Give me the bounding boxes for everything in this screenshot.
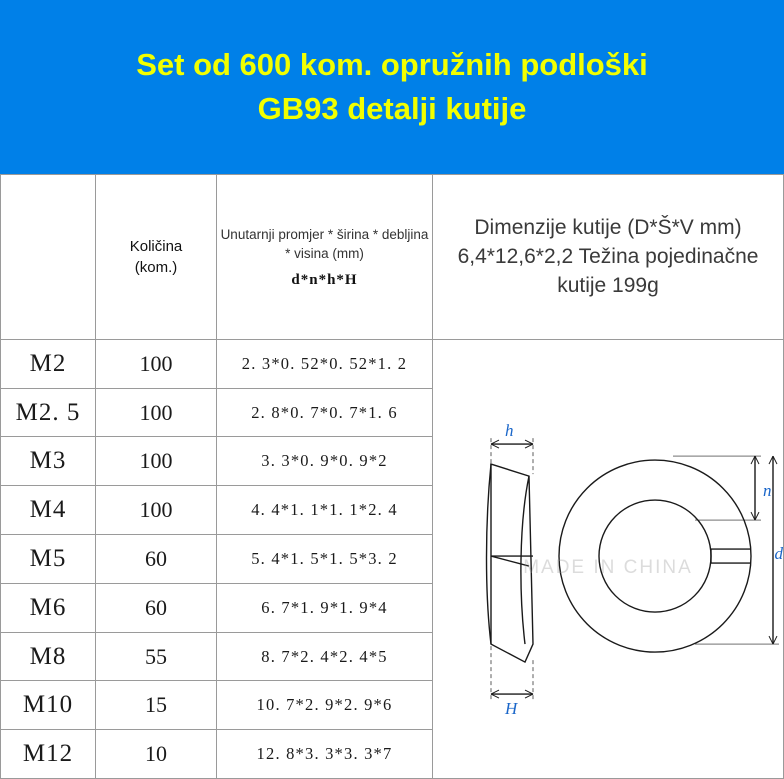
cell-quantity: 10 xyxy=(96,730,217,779)
cell-dimensions: 2. 8*0. 7*0. 7*1. 6 xyxy=(217,388,433,437)
cell-size: M2 xyxy=(1,339,96,388)
cell-dimensions: 10. 7*2. 9*2. 9*6 xyxy=(217,681,433,730)
technical-drawing xyxy=(433,340,783,778)
watermark-text: MADE IN CHINA xyxy=(523,556,693,578)
cell-quantity: 55 xyxy=(96,632,217,681)
cell-dimensions: 8. 7*2. 4*2. 4*5 xyxy=(217,632,433,681)
header-cell-dimensions xyxy=(217,175,433,340)
label-H: H xyxy=(505,698,518,718)
cell-dimensions: 6. 7*1. 9*1. 9*4 xyxy=(217,583,433,632)
cell-dimensions: 2. 3*0. 52*0. 52*1. 2 xyxy=(217,339,433,388)
header-quantity-line-1: Količina xyxy=(129,237,183,255)
banner-title-line-2: GB93 detalji kutije xyxy=(257,91,527,126)
cell-quantity: 100 xyxy=(96,388,217,437)
cell-size: M2. 5 xyxy=(1,388,96,437)
cell-dimensions: 5. 4*1. 5*1. 5*3. 2 xyxy=(217,535,433,584)
banner-title-line-1: Set od 600 kom. opružnih podloški xyxy=(136,47,648,82)
cell-quantity: 100 xyxy=(96,437,217,486)
cell-dimensions: 12. 8*3. 3*3. 3*7 xyxy=(217,730,433,779)
specification-table xyxy=(0,174,784,779)
label-d: d xyxy=(774,543,783,563)
cell-dimensions: 4. 4*1. 1*1. 1*2. 4 xyxy=(217,486,433,535)
label-h: h xyxy=(505,420,514,440)
spring-washer-diagram xyxy=(433,340,783,778)
header-dimensions-formula: d*n*h*H xyxy=(291,271,358,288)
cell-quantity: 15 xyxy=(96,681,217,730)
cell-quantity: 60 xyxy=(96,535,217,584)
cell-size: M6 xyxy=(1,583,96,632)
cell-size: M3 xyxy=(1,437,96,486)
cell-size: M10 xyxy=(1,681,96,730)
technical-drawing-cell xyxy=(433,339,784,778)
cell-size: M12 xyxy=(1,730,96,779)
cell-dimensions: 3. 3*0. 9*0. 9*2 xyxy=(217,437,433,486)
header-cell-quantity xyxy=(96,175,217,340)
cell-quantity: 60 xyxy=(96,583,217,632)
title-banner xyxy=(0,0,784,174)
header-quantity-line-2: (kom.) xyxy=(134,258,178,276)
label-n: n xyxy=(763,480,772,500)
header-dimensions-description: Unutarnji promjer * širina * debljina * visina (mm) xyxy=(220,226,429,261)
table-header-row xyxy=(1,175,784,340)
table-row xyxy=(1,339,784,388)
header-cell-box-info: Dimenzije kutije (D*Š*V mm) 6,4*12,6*2,2 Težina pojedinačne kutije 199g xyxy=(433,175,784,340)
cell-size: M4 xyxy=(1,486,96,535)
header-cell-size xyxy=(1,175,96,340)
cell-quantity: 100 xyxy=(96,486,217,535)
cell-size: M5 xyxy=(1,535,96,584)
cell-size: M8 xyxy=(1,632,96,681)
cell-quantity: 100 xyxy=(96,339,217,388)
